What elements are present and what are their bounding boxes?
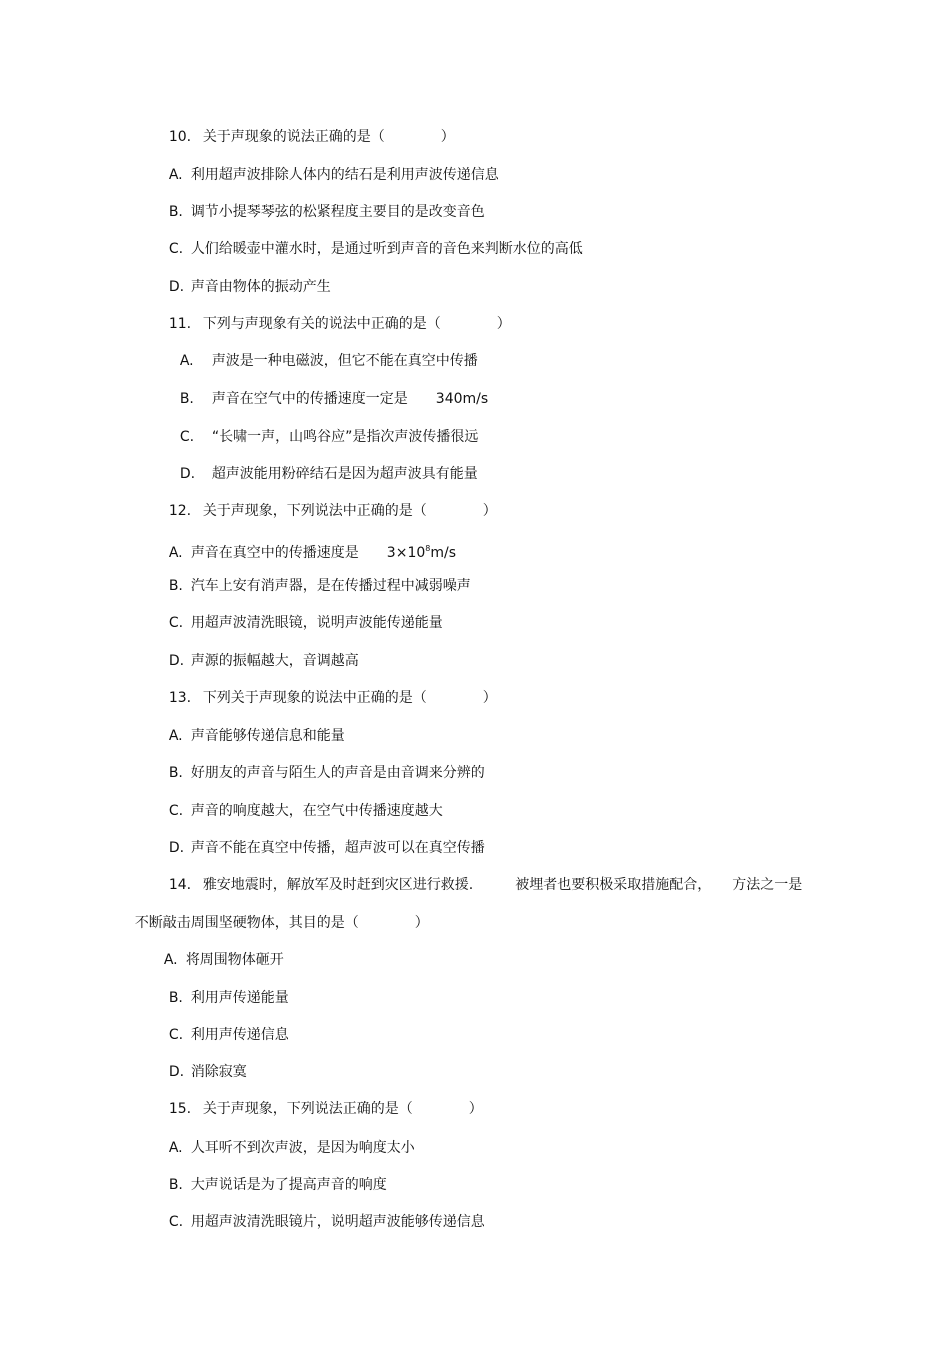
option-label: B. [168,204,183,220]
option-text: 声音在空气中的传播速度一定是 340m/s [211,391,489,407]
option-label: D. [168,840,185,856]
option-text: 声音由物体的振动产生 [190,279,331,295]
option-text: 用超声波清洗眼镜片，说明超声波能够传递信息 [190,1214,485,1230]
option-text: “长啸一声，山鸣谷应”是指次声波传播很远 [211,429,479,445]
option-label: A. [168,167,183,183]
option-label: C. [168,1214,184,1230]
option-label: A. [168,1140,183,1156]
question-number: 15. [168,1101,192,1117]
option-label: B. [168,990,183,1006]
option-label: D. [168,279,185,295]
option-text: 人们给暖壶中灌水时，是通过听到声音的音色来判断水位的高低 [190,241,583,257]
option-label: A. [163,952,178,968]
question-text: 下列关于声现象的说法中正确的是（ ） [202,690,497,706]
question-number: 11. [168,316,192,332]
option-label: C. [168,241,184,257]
option-text: 利用超声波排除人体内的结石是利用声波传递信息 [190,167,499,183]
option-label: B. [168,765,183,781]
option-label: B. [179,391,194,407]
option-text: 声音能够传递信息和能量 [190,728,345,744]
option-label: B. [168,1177,183,1193]
option-text: 利用声传递能量 [190,990,289,1006]
question-text: 关于声现象，下列说法中正确的是（ ） [202,503,497,519]
question-text: 关于声现象，下列说法正确的是（ ） [202,1101,483,1117]
option-label: C. [168,615,184,631]
option-text: 人耳听不到次声波，是因为响度太小 [190,1140,415,1156]
option-text: 声音在真空中的传播速度是 3×10 [190,545,426,561]
question-number: 12. [168,503,192,519]
option-label: A. [168,728,183,744]
option-text: 大声说话是为了提高声音的响度 [190,1177,387,1193]
option-text: 利用声传递信息 [190,1027,289,1043]
option-text: 将周围物体砸开 [185,952,284,968]
option-text: 超声波能用粉碎结石是因为超声波具有能量 [211,466,478,482]
option-text: 好朋友的声音与陌生人的声音是由音调来分辨的 [190,765,485,781]
question-text: 关于声现象的说法正确的是（ ） [202,129,455,145]
option-unit: m/s [430,545,457,561]
option-label: C. [168,803,184,819]
option-label: D. [168,653,185,669]
option-label: A. [168,545,183,561]
option-text: 调节小提琴琴弦的松紧程度主要目的是改变音色 [190,204,485,220]
option-label: B. [168,578,183,594]
question-number: 10. [168,129,192,145]
option-text: 汽车上安有消声器，是在传播过程中减弱噪声 [190,578,471,594]
option-text: 声波是一种电磁波，但它不能在真空中传播 [211,353,478,369]
option-label: C. [168,1027,184,1043]
option-text: 消除寂寞 [190,1064,247,1080]
option-label: D. [168,1064,185,1080]
question-number: 13. [168,690,192,706]
question-text-line-2: 不断敲击周围坚硬物体，其目的是（ ） [134,915,429,931]
question-text-line-1: 雅安地震时，解放军及时赶到灾区进行救援. 被埋者也要积极采取措施配合， 方法之一是 [202,877,803,893]
option-text: 声音不能在真空中传播，超声波可以在真空传播 [190,840,485,856]
option-text: 用超声波清洗眼镜，说明声波能传递能量 [190,615,443,631]
exponent: 8 [425,544,431,553]
question-15-option-c [151,1195,485,1249]
option-label: D. [179,466,196,482]
option-label: A. [179,353,194,369]
question-text: 下列与声现象有关的说法中正确的是（ ） [202,316,511,332]
option-text: 声音的响度越大，在空气中传播速度越大 [190,803,443,819]
option-text: 声源的振幅越大，音调越高 [190,653,359,669]
question-number: 14. [168,877,192,893]
option-label: C. [179,429,195,445]
